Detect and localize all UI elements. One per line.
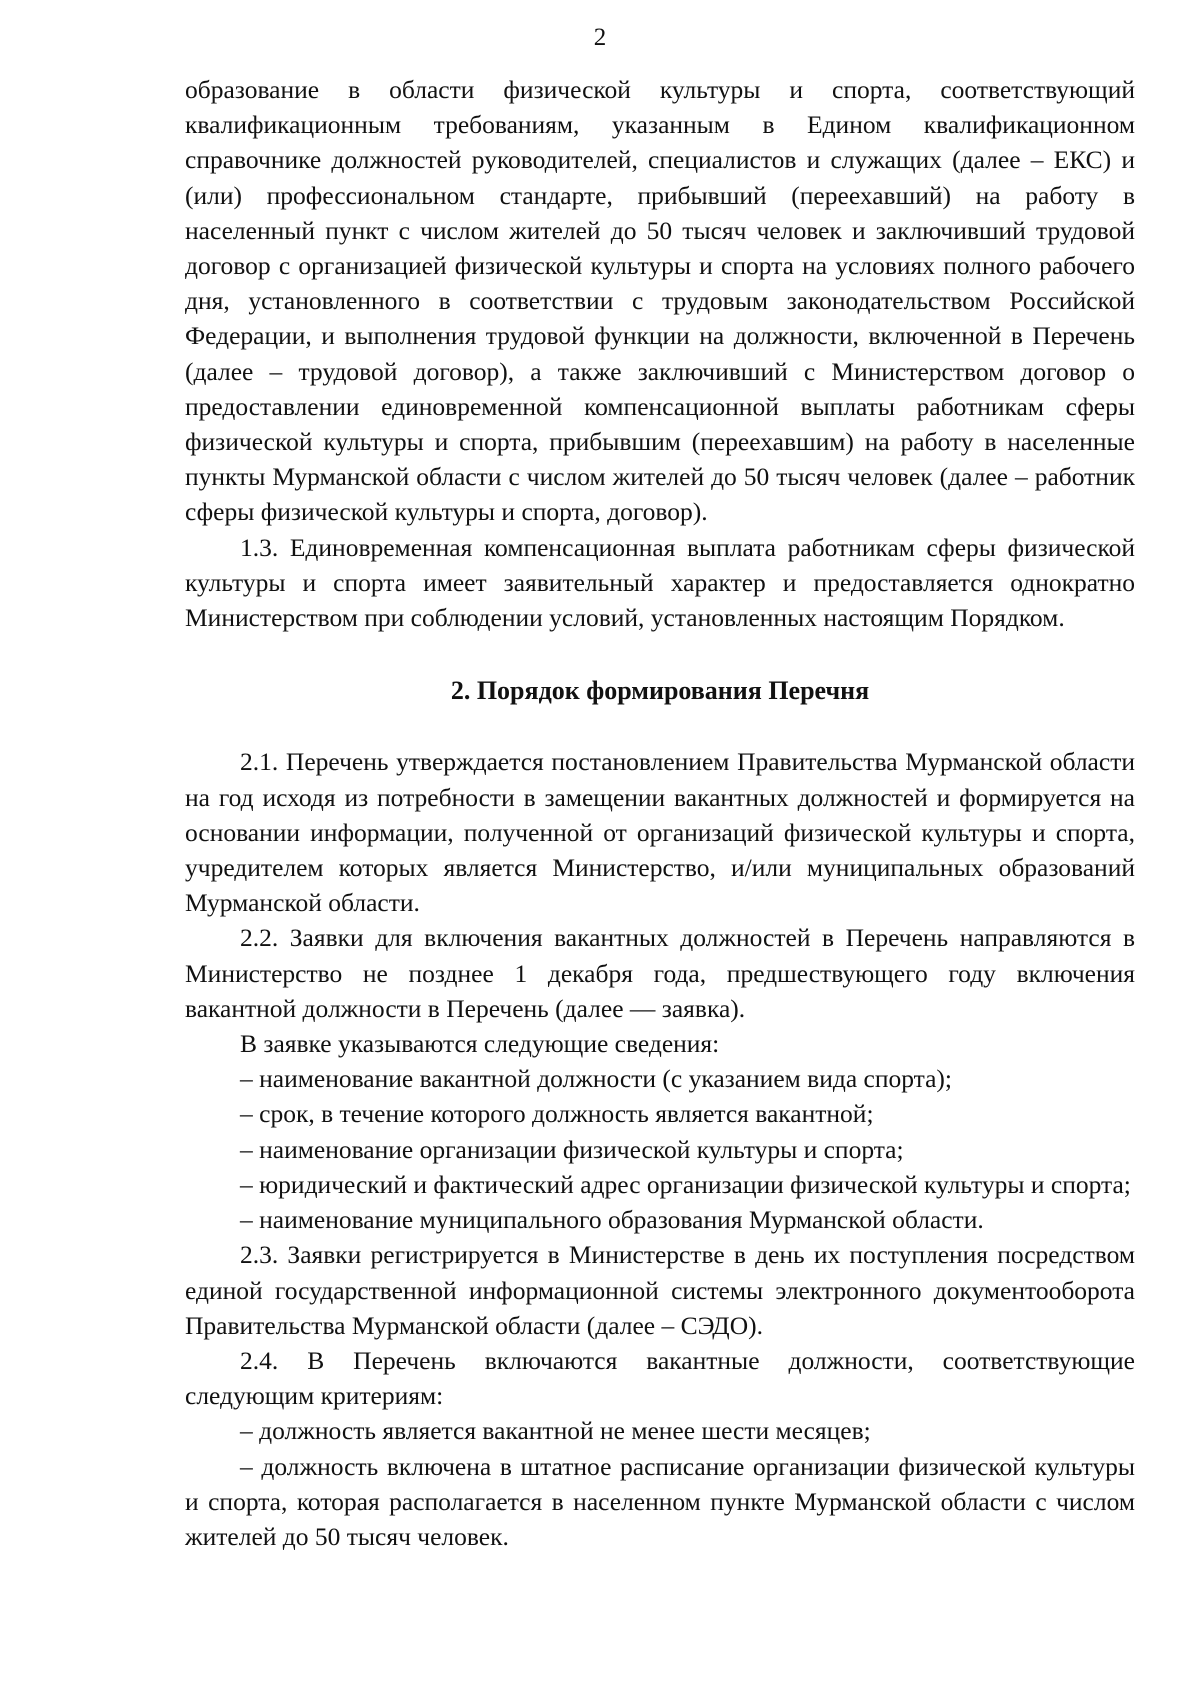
list-item: – наименование организации физической культуры и спорта; — [240, 1134, 904, 1164]
section-2-heading: 2. Порядок формирования Перечня — [450, 676, 870, 706]
paragraph-2-2: 2.2. Заявки для включения вакантных должностей в Перечень направляются в Министерство не позднее 1 декабря года, предшествующего году включения вакантной должности в Перечень (далее — заявка). — [185, 923, 1135, 1023]
list-item: – срок, в течение которого должность является вакантной; — [240, 1099, 874, 1129]
paragraph-2-2-intro: В заявке указываются следующие сведения: — [240, 1029, 720, 1059]
paragraph-definition-continuation: образование в области физической культуры и спорта, соответствующий квалификационным требованиям, указанным в Едином квалификационном справочнике должностей руководителей, специалистов и служащих (далее – ЕКС) и (или) профессиональном стандарте, прибывший (переехавший) на работу в населенный пункт с числом жителей до 50 тысяч человек и заключивший трудовой договор с организацией физической культуры и спорта на условиях полного рабочего дня, установленного в соответствии с трудовым законодательством Российской Федерации, и выполнения трудовой функции на должности, включенной в Перечень (далее – трудовой договор), а также заключивший с Министерством договор о предоставлении единовременной компенсационной выплаты работникам сферы физической культуры и спорта, прибывшим (переехавшим) на работу в населенные пункты Мурманской области с числом жителей до 50 тысяч человек (далее – работник сферы физической культуры и спорта, договор). — [185, 75, 1135, 527]
document-body — [185, 72, 1135, 1554]
list-item: – наименование вакантной должности (с указанием вида спорта); — [240, 1064, 952, 1094]
page-number: 2 — [593, 24, 607, 51]
paragraph-2-3: 2.3. Заявки регистрируется в Министерстве в день их поступления посредством единой государственной информационной системы электронного документооборота Правительства Мурманской области (далее – СЭДО). — [185, 1240, 1135, 1340]
paragraph-2-4: 2.4. В Перечень включаются вакантные должности, соответствующие следующим критериям: — [185, 1345, 1135, 1411]
list-item: – должность является вакантной не менее шести месяцев; — [240, 1416, 871, 1446]
list-item: – наименование муниципального образования Мурманской области. — [240, 1205, 984, 1235]
list-item: – должность включена в штатное расписание организации физической культуры и спорта, которая располагается в населенном пункте Мурманской области с числом жителей до 50 тысяч человек. — [185, 1451, 1135, 1551]
paragraph-2-1: 2.1. Перечень утверждается постановлением Правительства Мурманской области на год исходя из потребности в замещении вакантных должностей и формируется на основании информации, полученной от организаций физической культуры и спорта, учредителем которых является Министерство, и/или муниципальных образований Мурманской области. — [185, 747, 1135, 918]
paragraph-1-3: 1.3. Единовременная компенсационная выплата работникам сферы физической культуры и спорта имеет заявительный характер и предоставляется однократно Министерством при соблюдении условий, установленных настоящим Порядком. — [185, 532, 1135, 633]
list-item: – юридический и фактический адрес организации физической культуры и спорта; — [240, 1169, 1131, 1199]
